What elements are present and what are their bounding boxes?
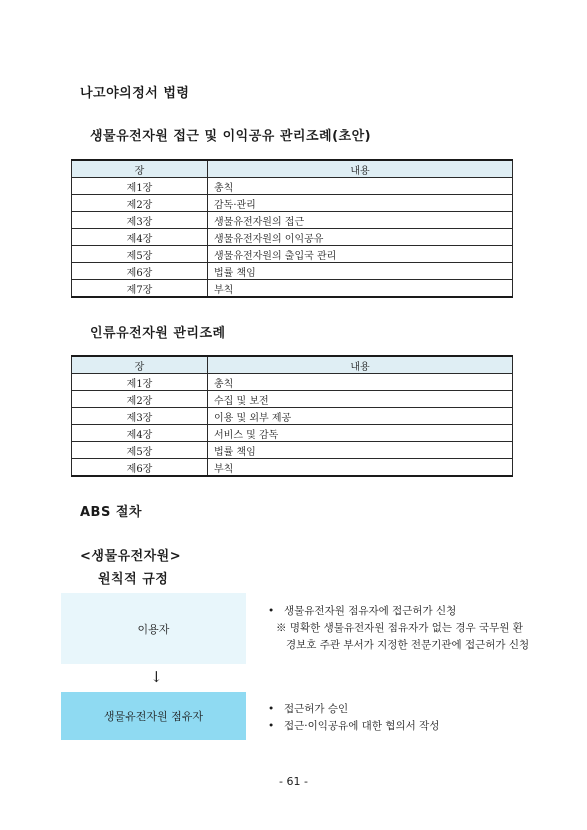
chapter-cell: 제6장	[72, 459, 208, 477]
column-header-chapter: 장	[72, 160, 208, 178]
table-row	[72, 212, 513, 229]
chapter-cell: 제4장	[72, 425, 208, 442]
content-cell: 서비스 및 감독	[208, 425, 513, 442]
content-cell: 생물유전자원의 접근	[208, 212, 513, 229]
user-box	[61, 593, 246, 664]
note-line-2: 경보호 주관 부서가 지정한 전문기관에 접근허가 신청	[286, 639, 530, 651]
chapter-cell: 제5장	[72, 442, 208, 459]
section-heading: <생물유전자원>	[80, 549, 182, 564]
chapters-table-1	[71, 159, 513, 298]
table-row	[72, 459, 513, 477]
table-row	[72, 374, 513, 391]
content-cell: 총칙	[208, 178, 513, 195]
content-cell: 부칙	[208, 280, 513, 298]
content-cell: 총칙	[208, 374, 513, 391]
column-header-chapter: 장	[72, 356, 208, 374]
chapter-cell: 제7장	[72, 280, 208, 298]
chapter-cell: 제1장	[72, 374, 208, 391]
bullet-item	[268, 701, 439, 718]
holder-bullets	[268, 701, 439, 735]
table-row	[72, 408, 513, 425]
table-row	[72, 263, 513, 280]
content-cell: 생물유전자원의 출입국 관리	[208, 246, 513, 263]
content-cell: 법률 책임	[208, 263, 513, 280]
bullet-icon: •	[268, 720, 275, 732]
chapter-cell: 제2장	[72, 195, 208, 212]
bullet-text: 생물유전자원 점유자에 접근허가 신청	[284, 605, 457, 617]
note-line-1: ※ 명확한 생물유전자원 점유자가 없는 경우 국무원 환	[276, 622, 523, 634]
bullet-icon: •	[268, 605, 275, 617]
user-bullets	[268, 603, 529, 654]
abs-heading: ABS 절차	[80, 505, 142, 520]
chapter-cell: 제4장	[72, 229, 208, 246]
table-row	[72, 229, 513, 246]
table-row	[72, 442, 513, 459]
chapters-table-2	[71, 355, 513, 477]
table-row	[72, 425, 513, 442]
law-heading: 나고야의정서 법령	[80, 86, 190, 101]
bullet-text: 접근허가 승인	[284, 703, 349, 715]
table1-title: 생물유전자원 접근 및 이익공유 관리조례(초안)	[90, 129, 372, 144]
bullet-item	[268, 603, 529, 620]
content-cell: 감독·관리	[208, 195, 513, 212]
table-row	[72, 178, 513, 195]
holder-box-label: 생물유전자원 점유자	[103, 710, 204, 723]
chapter-cell: 제3장	[72, 408, 208, 425]
chapter-cell: 제2장	[72, 391, 208, 408]
table-row	[72, 246, 513, 263]
user-box-label: 이용자	[137, 622, 170, 636]
table-row	[72, 391, 513, 408]
down-arrow-icon: ↓	[150, 668, 163, 686]
table2-title: 인류유전자원 관리조례	[90, 326, 226, 341]
bullet-icon: •	[268, 703, 275, 715]
subsection-heading: 원칙적 규정	[98, 572, 169, 587]
column-header-content: 내용	[208, 160, 513, 178]
content-cell: 법률 책임	[208, 442, 513, 459]
chapter-cell: 제6장	[72, 263, 208, 280]
bullet-text: 접근·이익공유에 대한 협의서 작성	[284, 720, 440, 732]
chapter-cell: 제3장	[72, 212, 208, 229]
table-row	[72, 280, 513, 298]
holder-box	[61, 692, 246, 740]
column-header-content: 내용	[208, 356, 513, 374]
content-cell: 생물유전자원의 이익공유	[208, 229, 513, 246]
chapter-cell: 제1장	[72, 178, 208, 195]
table-row	[72, 195, 513, 212]
bullet-item	[268, 718, 439, 735]
content-cell: 부칙	[208, 459, 513, 477]
page-number: - 61 -	[279, 775, 308, 788]
content-cell: 이용 및 외부 제공	[208, 408, 513, 425]
chapter-cell: 제5장	[72, 246, 208, 263]
content-cell: 수집 및 보전	[208, 391, 513, 408]
